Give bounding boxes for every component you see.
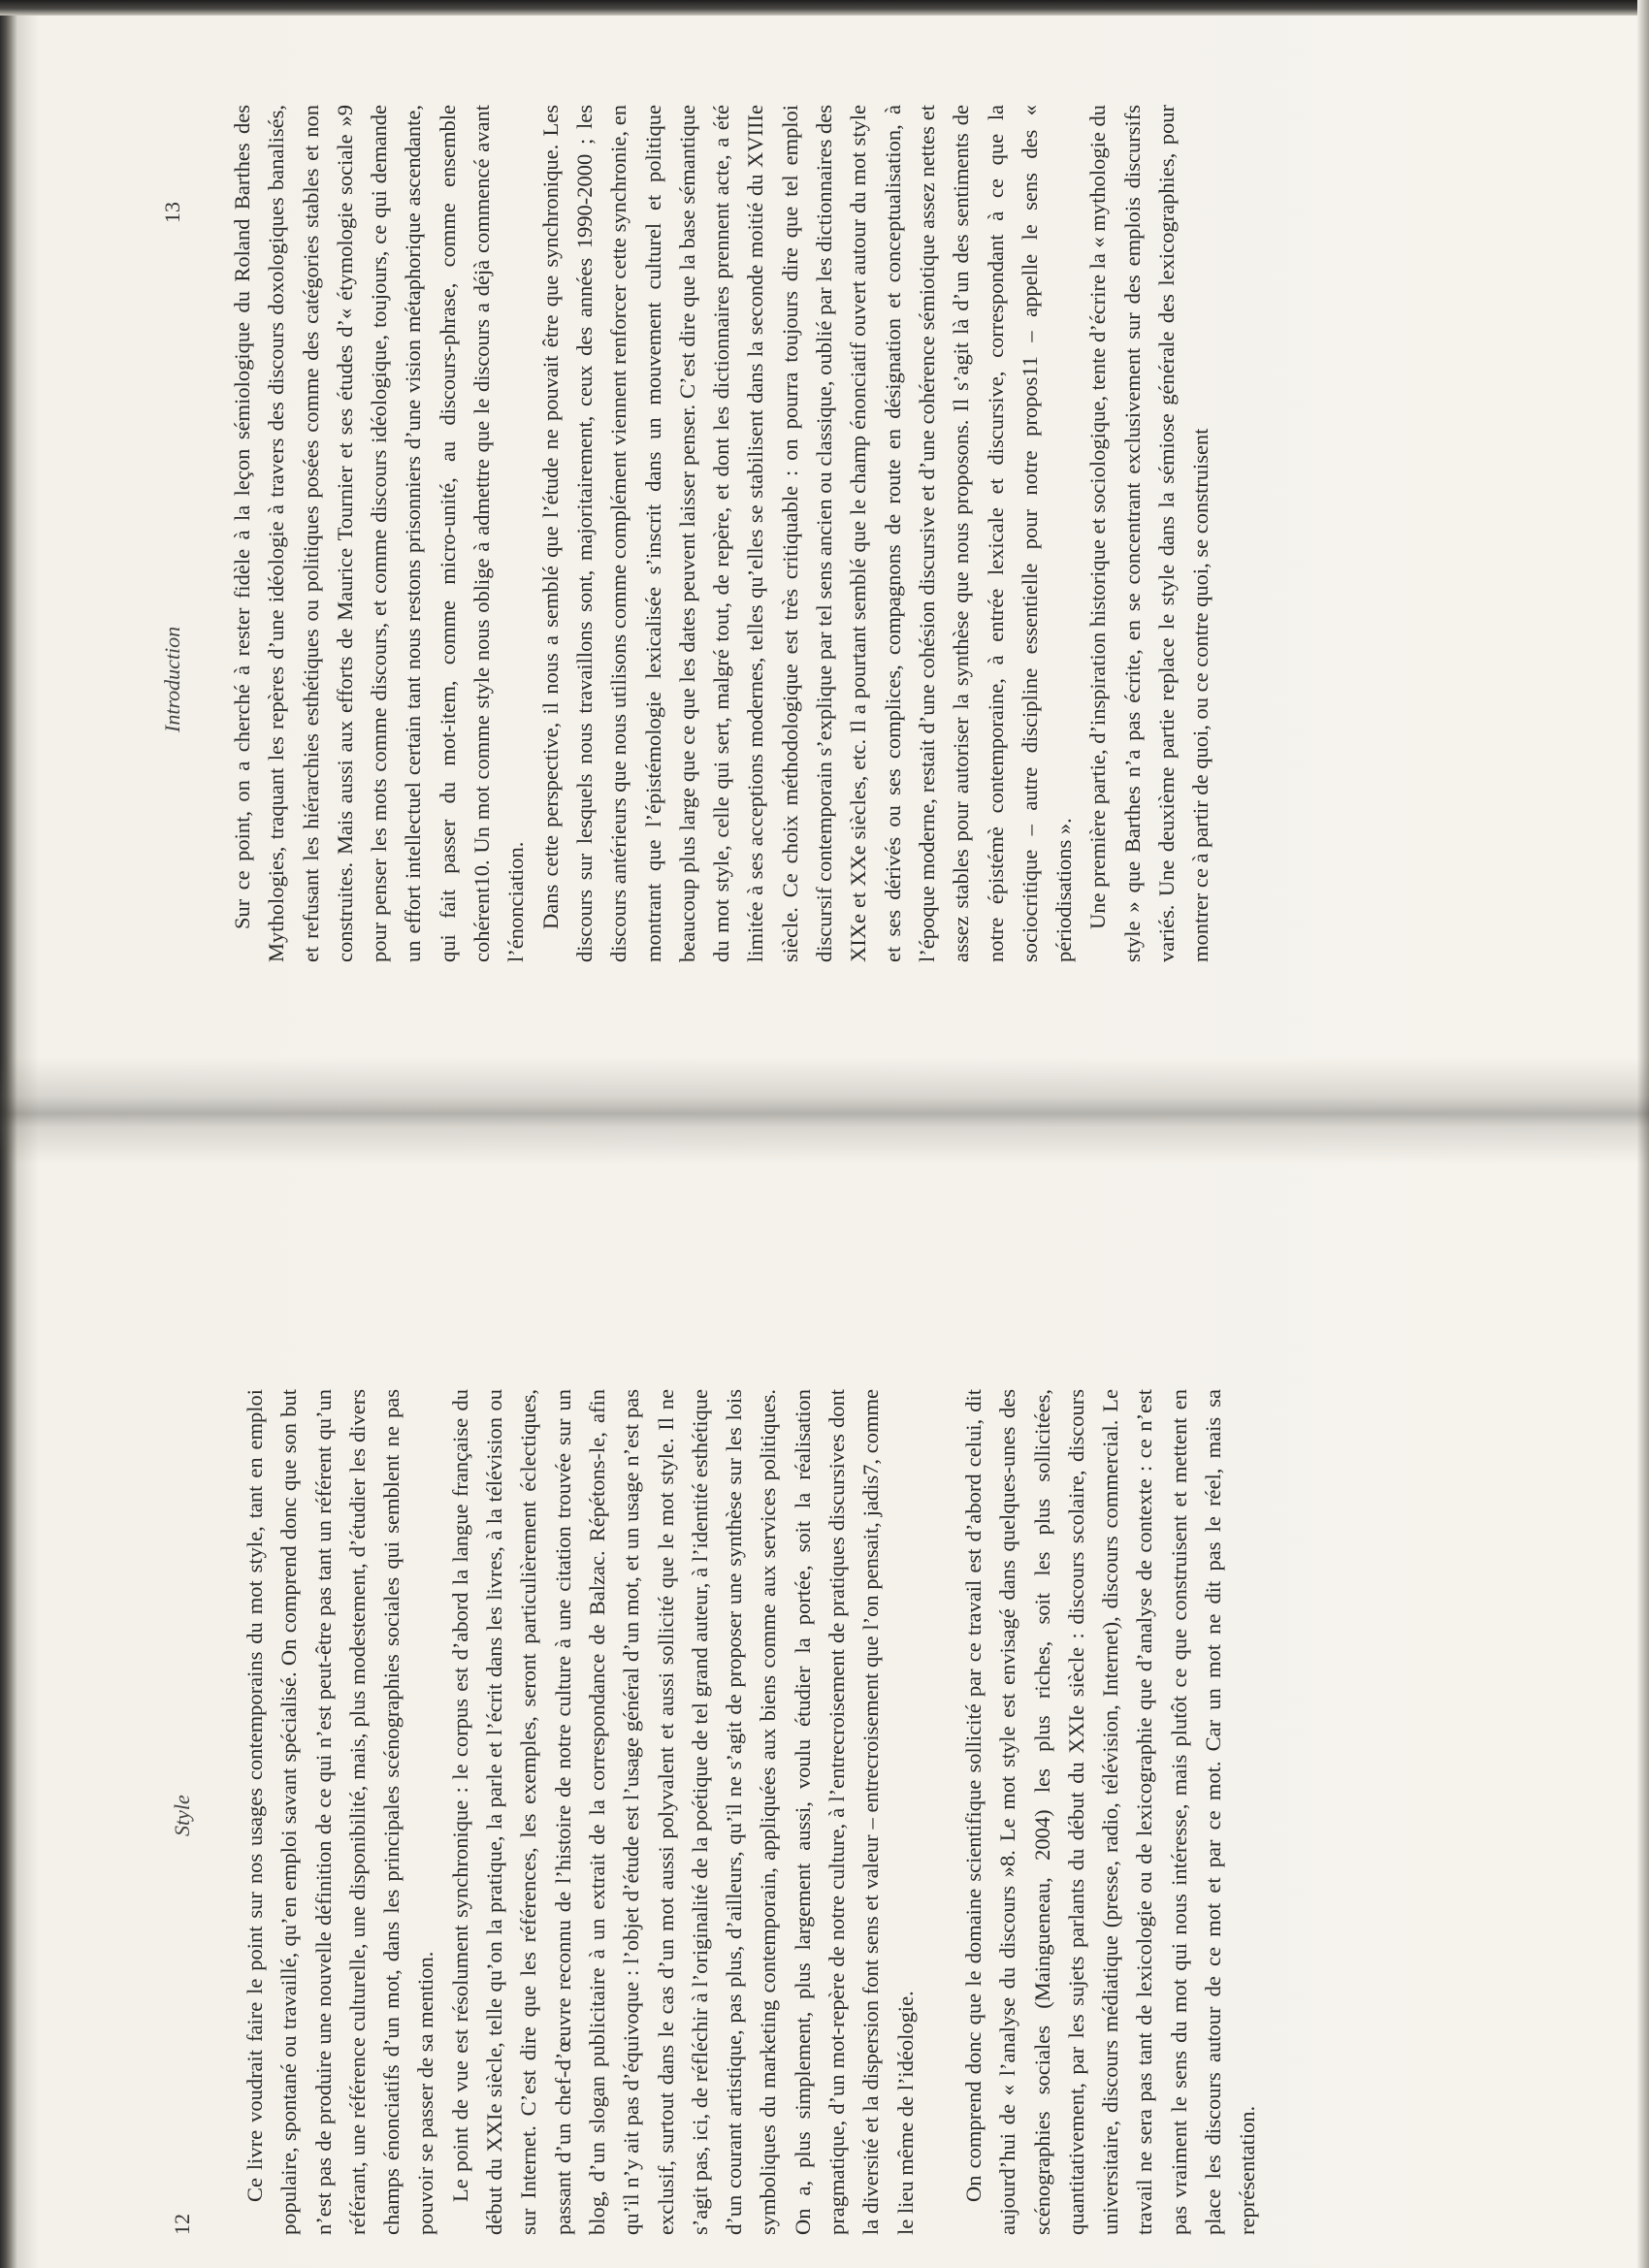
page-number-right: 13 <box>160 202 184 223</box>
right-paragraph-1: Sur ce point, on a cherché à rester fidèle à la leçon sémiologique du Roland Barthes des Mythologies, traquant les repères d’une idéologie à travers des discours doxologiques banalisés, et refusant les hiérarchies esthétiques ou politiques posées comme des catégories stables et non construites. Mais aussi aux efforts de Maurice Tournier et ses études d’« étymologie sociale »9 pour penser les mots comme discours, et comme discours idéologique, toujours, ce qui demande un effort intellectuel certain tant nous restons prisonniers d’une vision métaphorique ascendante, qui fait passer du mot-item, comme micro-unité, au discours-phrase, comme ensemble cohérent10. Un mot comme style nous oblige à admettre que le discours a déjà commencé avant l’énonciation. <box>230 105 529 962</box>
right-paragraph-2: Dans cette perspective, il nous a semblé que l’étude ne pouvait être que synchronique. Les discours sur lesquels nous travaillons sont, majoritairement, ceux des années 1990-2000 ; les discours antérieurs que nous utilisons comme complément viennent renforcer cette synchronie, en montrant que l’épistémologie lexicalisée s’inscrit dans un mouvement culturel et politique beaucoup plus large que ce que les dates peuvent laisser penser. C’est dire que la base sémantique du mot style, celle qui sert, malgré tout, de repère, et dont les dictionnaires prennent acte, a été limitée à ses acceptions modernes, telles qu’elles se stabilisent dans la seconde moitié du XVIIIe siècle. Ce choix méthodologique est très critiquable : on pourra toujours dire que tel emploi discursif contemporain s’explique par tel sens ancien ou classique, oublié par les dictionnaires des XIXe et XXe siècles, etc. Il a pourtant semblé que le champ énonciatif ouvert autour du mot style et ses dérivés ou ses complices, compagnons de route en désignation et conceptualisation, à l’époque moderne, restait d’une cohésion discursive et d’une cohérence sémiotique assez nettes et assez stables pour autoriser la synthèse que nous proposons. Il s’agit là d’un des sentiments de notre épistémè contemporaine, à entrée lexicale et discursive, correspondant à ce que la sociocritique – autre discipline essentielle pour notre propos11 – appelle le sens des « périodisations ». <box>537 105 1077 962</box>
right-page-body <box>225 105 1218 962</box>
running-head-left: Style <box>170 1795 194 1836</box>
running-head-right: Introduction <box>160 626 184 732</box>
page-number-left: 12 <box>170 2214 194 2235</box>
left-paragraph-2: Le point de vue est résolument synchronique : le corpus est d’abord la langue française du début du XXIe siècle, telle qu’on la pratique, la parle et l’écrit dans les livres, à la télévision ou sur Internet. C’est dire que les références, les exemples, seront particulièrement éclectiques, passant d’un chef-d’œuvre reconnu de l’histoire de notre culture à une citation trouvée sur un blog, d’un slogan publicitaire à un extrait de la correspondance de Balzac. Répétons-le, afin qu’il n’y ait pas d’équivoque : l’objet d’étude est l’usage général d’un mot, et un usage n’est pas exclusif, surtout dans le cas d’un mot aussi polyvalent et aussi sollicité que le mot style. Il ne s’agit pas, ici, de réfléchir à l’originalité de la poétique de tel grand auteur, à l’identité esthétique d’un courant artistique, pas plus, d’ailleurs, qu’il ne s’agit de proposer une synthèse sur les lois symboliques du marketing contemporain, appliquées aux biens comme aux services politiques. On a, plus simplement, plus largement aussi, voulu étudier la portée, soit la réalisation pragmatique, d’un mot-repère de notre culture, à l’entrecroisement de pratiques discursives dont la diversité et la dispersion font sens et valeur – entrecroisement que l’on pensait, jadis7, comme le lieu même de l’idéologie. <box>447 1389 918 2235</box>
left-page <box>0 1152 1649 2268</box>
right-page <box>0 0 1649 1096</box>
right-paragraph-3: Une première partie, d’inspiration historique et sociologique, tente d’écrire la « mythologie du style » que Barthes n’a pas écrite, en se concentrant exclusivement sur des emplois discursifs variés. Une deuxième partie replace le style dans la sémiose générale des lexicographies, pour montrer ce à partir de quoi, ou ce contre quoi, se construisent <box>1085 105 1213 962</box>
left-paragraph-3: On comprend donc que le domaine scientifique sollicité par ce travail est d’abord celui, dit aujourd’hui de « l’analyse du discours »8. Le mot style est envisagé dans quelques-unes des scénographies sociales (Maingueneau, 2004) les plus riches, soit les plus sollicitées, quantitativement, par les sujets parlants du début du XXIe siècle : discours scolaire, discours universitaire, discours médiatique (presse, radio, télévision, Internet), discours commercial. Le travail ne sera pas tant de lexicologie ou de lexicographie que d’analyse de contexte : ce n’est pas vraiment le sens du mot qui nous intéresse, mais plutôt ce que construisent et mettent en place les discours autour de ce mot et par ce mot. Car un mot ne dit pas le réel, mais sa représentation. <box>960 1389 1260 2235</box>
left-page-body <box>238 1389 1265 2235</box>
left-paragraph-1: Ce livre voudrait faire le point sur nos usages contemporains du mot style, tant en emploi populaire, spontané ou travaillé, qu’en emploi savant spécialisé. On comprend donc que son but n’est pas de produire une nouvelle définition de ce qui n’est peut-être pas tant un référent qu’un référant, une référence culturelle, une disponibilité, mais, plus modestement, d’étudier les divers champs énonciatifs d’un mot, dans les principales scénographies sociales qui semblent ne pas pouvoir se passer de sa mention. <box>242 1389 438 2235</box>
